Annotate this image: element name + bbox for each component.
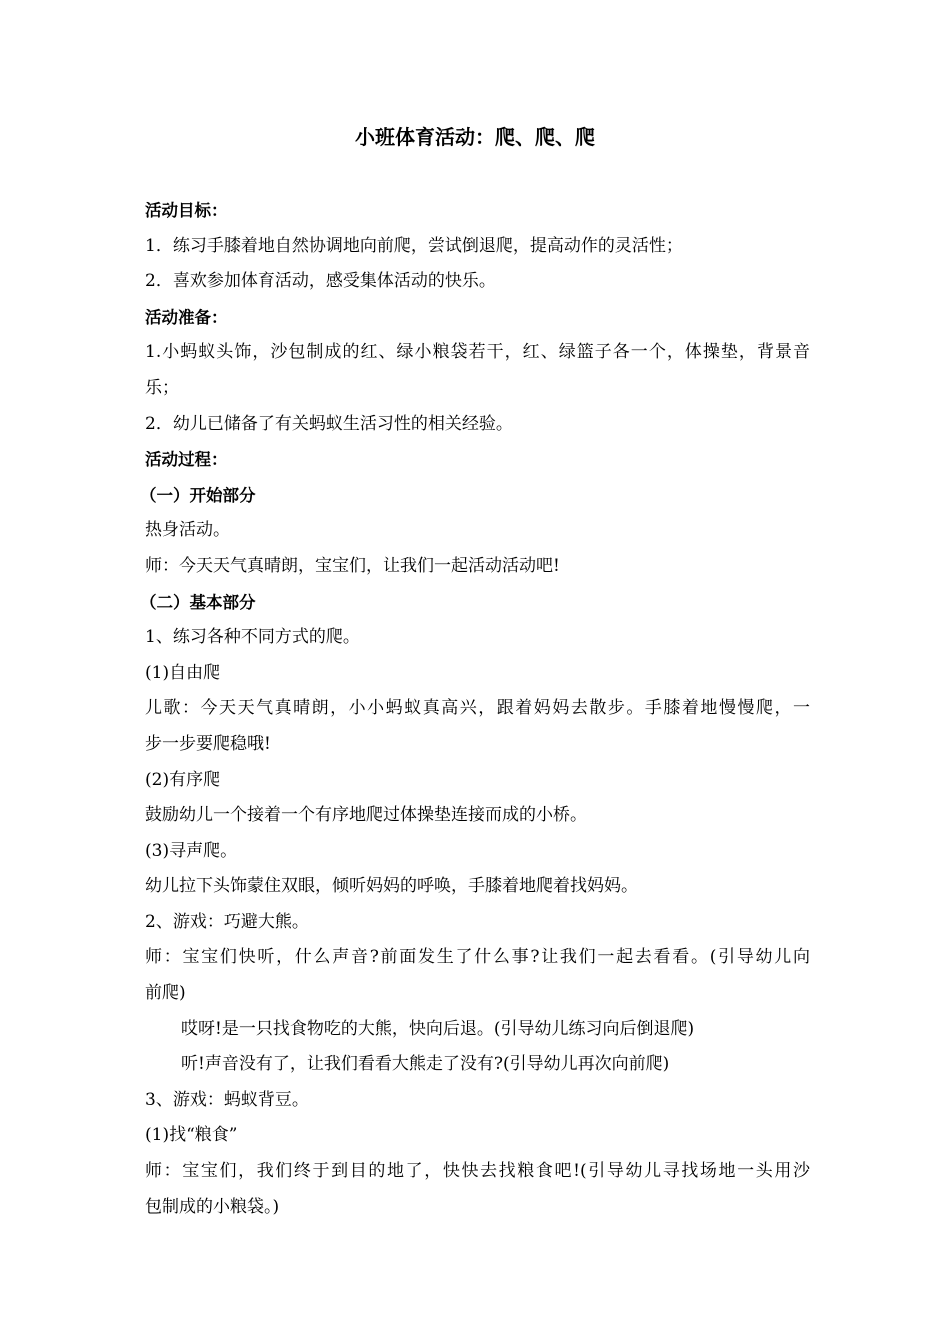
document-title: 小班体育活动：爬、爬、爬 [355, 125, 595, 149]
text-line: 1、练习各种不同方式的爬。 [145, 627, 360, 648]
text-line: 3、游戏：蚂蚁背豆。 [145, 1089, 309, 1110]
text-line: （二）基本部分 [140, 592, 256, 612]
text-line: 活动准备： [145, 307, 228, 327]
text-line: （一）开始部分 [140, 485, 256, 505]
text-line: 乐； [145, 377, 179, 398]
text-line: 活动过程： [145, 450, 228, 470]
text-line: 包制成的小粮袋。) [145, 1196, 280, 1217]
text-line: (1)找“粮食” [145, 1125, 238, 1146]
text-line: 1.小蚂蚁头饰，沙包制成的红、绿小粮袋若干，红、绿篮子各一个，体操垫，背景音 [145, 342, 810, 363]
text-line: 听!声音没有了，让我们看看大熊走了没有?(引导幼儿再次向前爬) [181, 1054, 670, 1075]
text-line: 步一步要爬稳哦! [145, 733, 271, 754]
text-line: 2、游戏：巧避大熊。 [145, 911, 309, 932]
text-line: (1)自由爬 [145, 662, 221, 683]
document-body [140, 193, 810, 1225]
text-line: 前爬) [145, 983, 186, 1004]
text-line: 2．幼儿已储备了有关蚂蚁生活习性的相关经验。 [145, 413, 513, 434]
text-line: (2)有序爬 [145, 769, 221, 790]
text-line: 师：今天天气真晴朗，宝宝们，让我们一起活动活动吧! [145, 555, 560, 576]
text-line: 师：宝宝们，我们终于到目的地了，快快去找粮食吧!(引导幼儿寻找场地一头用沙 [145, 1161, 810, 1182]
text-line: (3)寻声爬。 [145, 840, 238, 861]
text-line: 师：宝宝们快听，什么声音?前面发生了什么事?让我们一起去看看。(引导幼儿向 [145, 947, 810, 968]
text-line: 鼓励幼儿一个接着一个有序地爬过体操垫连接而成的小桥。 [145, 805, 587, 826]
text-line: 1．练习手膝着地自然协调地向前爬，尝试倒退爬，提高动作的灵活性； [145, 235, 683, 256]
text-line: 活动目标： [145, 201, 228, 220]
text-line: 哎呀!是一只找食物吃的大熊，快向后退。(引导幼儿练习向后倒退爬) [181, 1018, 695, 1039]
text-line: 热身活动。 [145, 520, 230, 541]
text-line: 儿歌：今天天气真晴朗，小小蚂蚁真高兴，跟着妈妈去散步。手膝着地慢慢爬，一 [145, 698, 810, 719]
text-line: 幼儿拉下头饰蒙住双眼，倾听妈妈的呼唤，手膝着地爬着找妈妈。 [145, 876, 638, 897]
text-line: 2．喜欢参加体育活动，感受集体活动的快乐。 [145, 271, 496, 292]
